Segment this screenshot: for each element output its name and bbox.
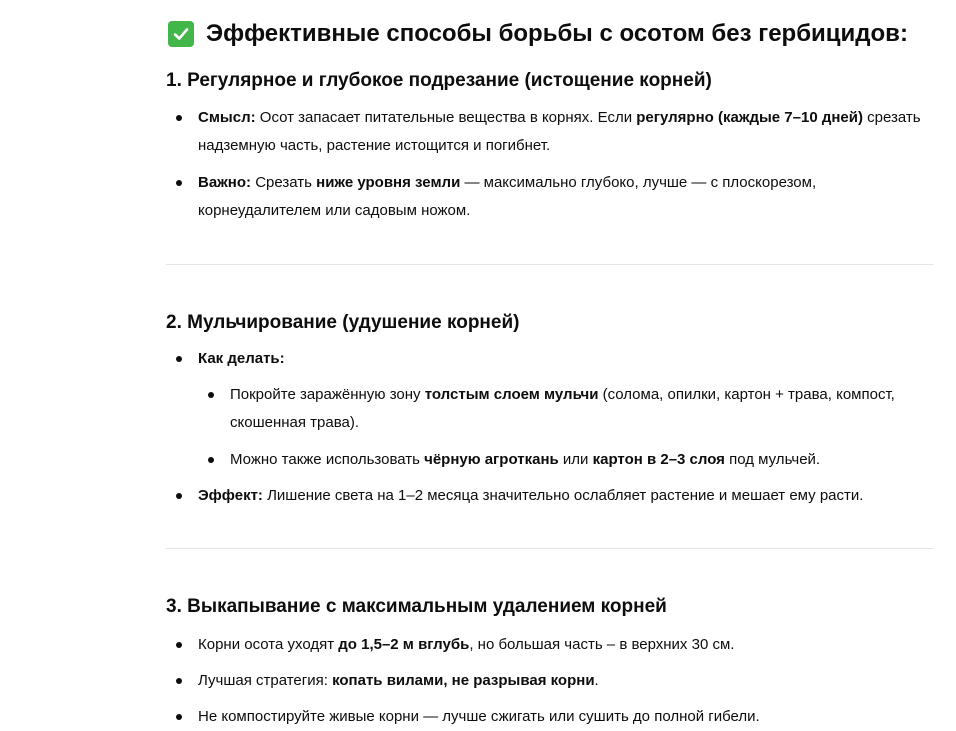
bullet — [208, 457, 214, 463]
bullet — [176, 714, 182, 720]
list-item: Не компостируйте живые корни — лучше сжигать или сушить до полной гибели. — [198, 703, 934, 731]
bullet — [176, 493, 182, 499]
section-2-heading: 2. Мульчирование (удушение корней) — [166, 312, 520, 333]
list-item: Важно: Срезать ниже уровня земли — максимально глубоко, лучше — с плоскорезом, корнеудалителем или садовым ножом. — [198, 169, 934, 225]
bullet — [176, 642, 182, 648]
bullet — [176, 356, 182, 362]
bullet — [176, 115, 182, 121]
page-title — [166, 18, 908, 50]
section-3-heading: 3. Выкапывание с максимальным удалением корней — [166, 596, 667, 617]
list-item: Лучшая стратегия: копать вилами, не разрывая корни. — [198, 667, 934, 695]
list-item: Смысл: Осот запасает питательные вещества в корнях. Если регулярно (каждые 7–10 дней) срезать надземную часть, растение истощится и погибнет. — [198, 104, 934, 160]
page-title-text: Эффективные способы борьбы с осотом без гербицидов: — [206, 20, 908, 47]
list-item: Корни осота уходят до 1,5–2 м вглубь, но большая часть – в верхних 30 см. — [198, 631, 934, 659]
bullet — [176, 180, 182, 186]
bullet — [176, 678, 182, 684]
list-item: Как делать: — [198, 345, 934, 373]
section-divider — [166, 548, 934, 549]
nested-list-item: Можно также использовать чёрную агроткань или картон в 2–3 слоя под мульчей. — [230, 446, 934, 474]
list-item: Эффект: Лишение света на 1–2 месяца значительно ослабляет растение и мешает ему расти. — [198, 482, 934, 510]
section-divider — [166, 264, 934, 265]
bullet — [208, 392, 214, 398]
nested-list-item: Покройте заражённую зону толстым слоем мульчи (солома, опилки, картон + трава, компост, скошенная трава). — [230, 381, 934, 437]
section-1-heading: 1. Регулярное и глубокое подрезание (истощение корней) — [166, 70, 712, 91]
check-mark-button-icon — [168, 21, 194, 47]
